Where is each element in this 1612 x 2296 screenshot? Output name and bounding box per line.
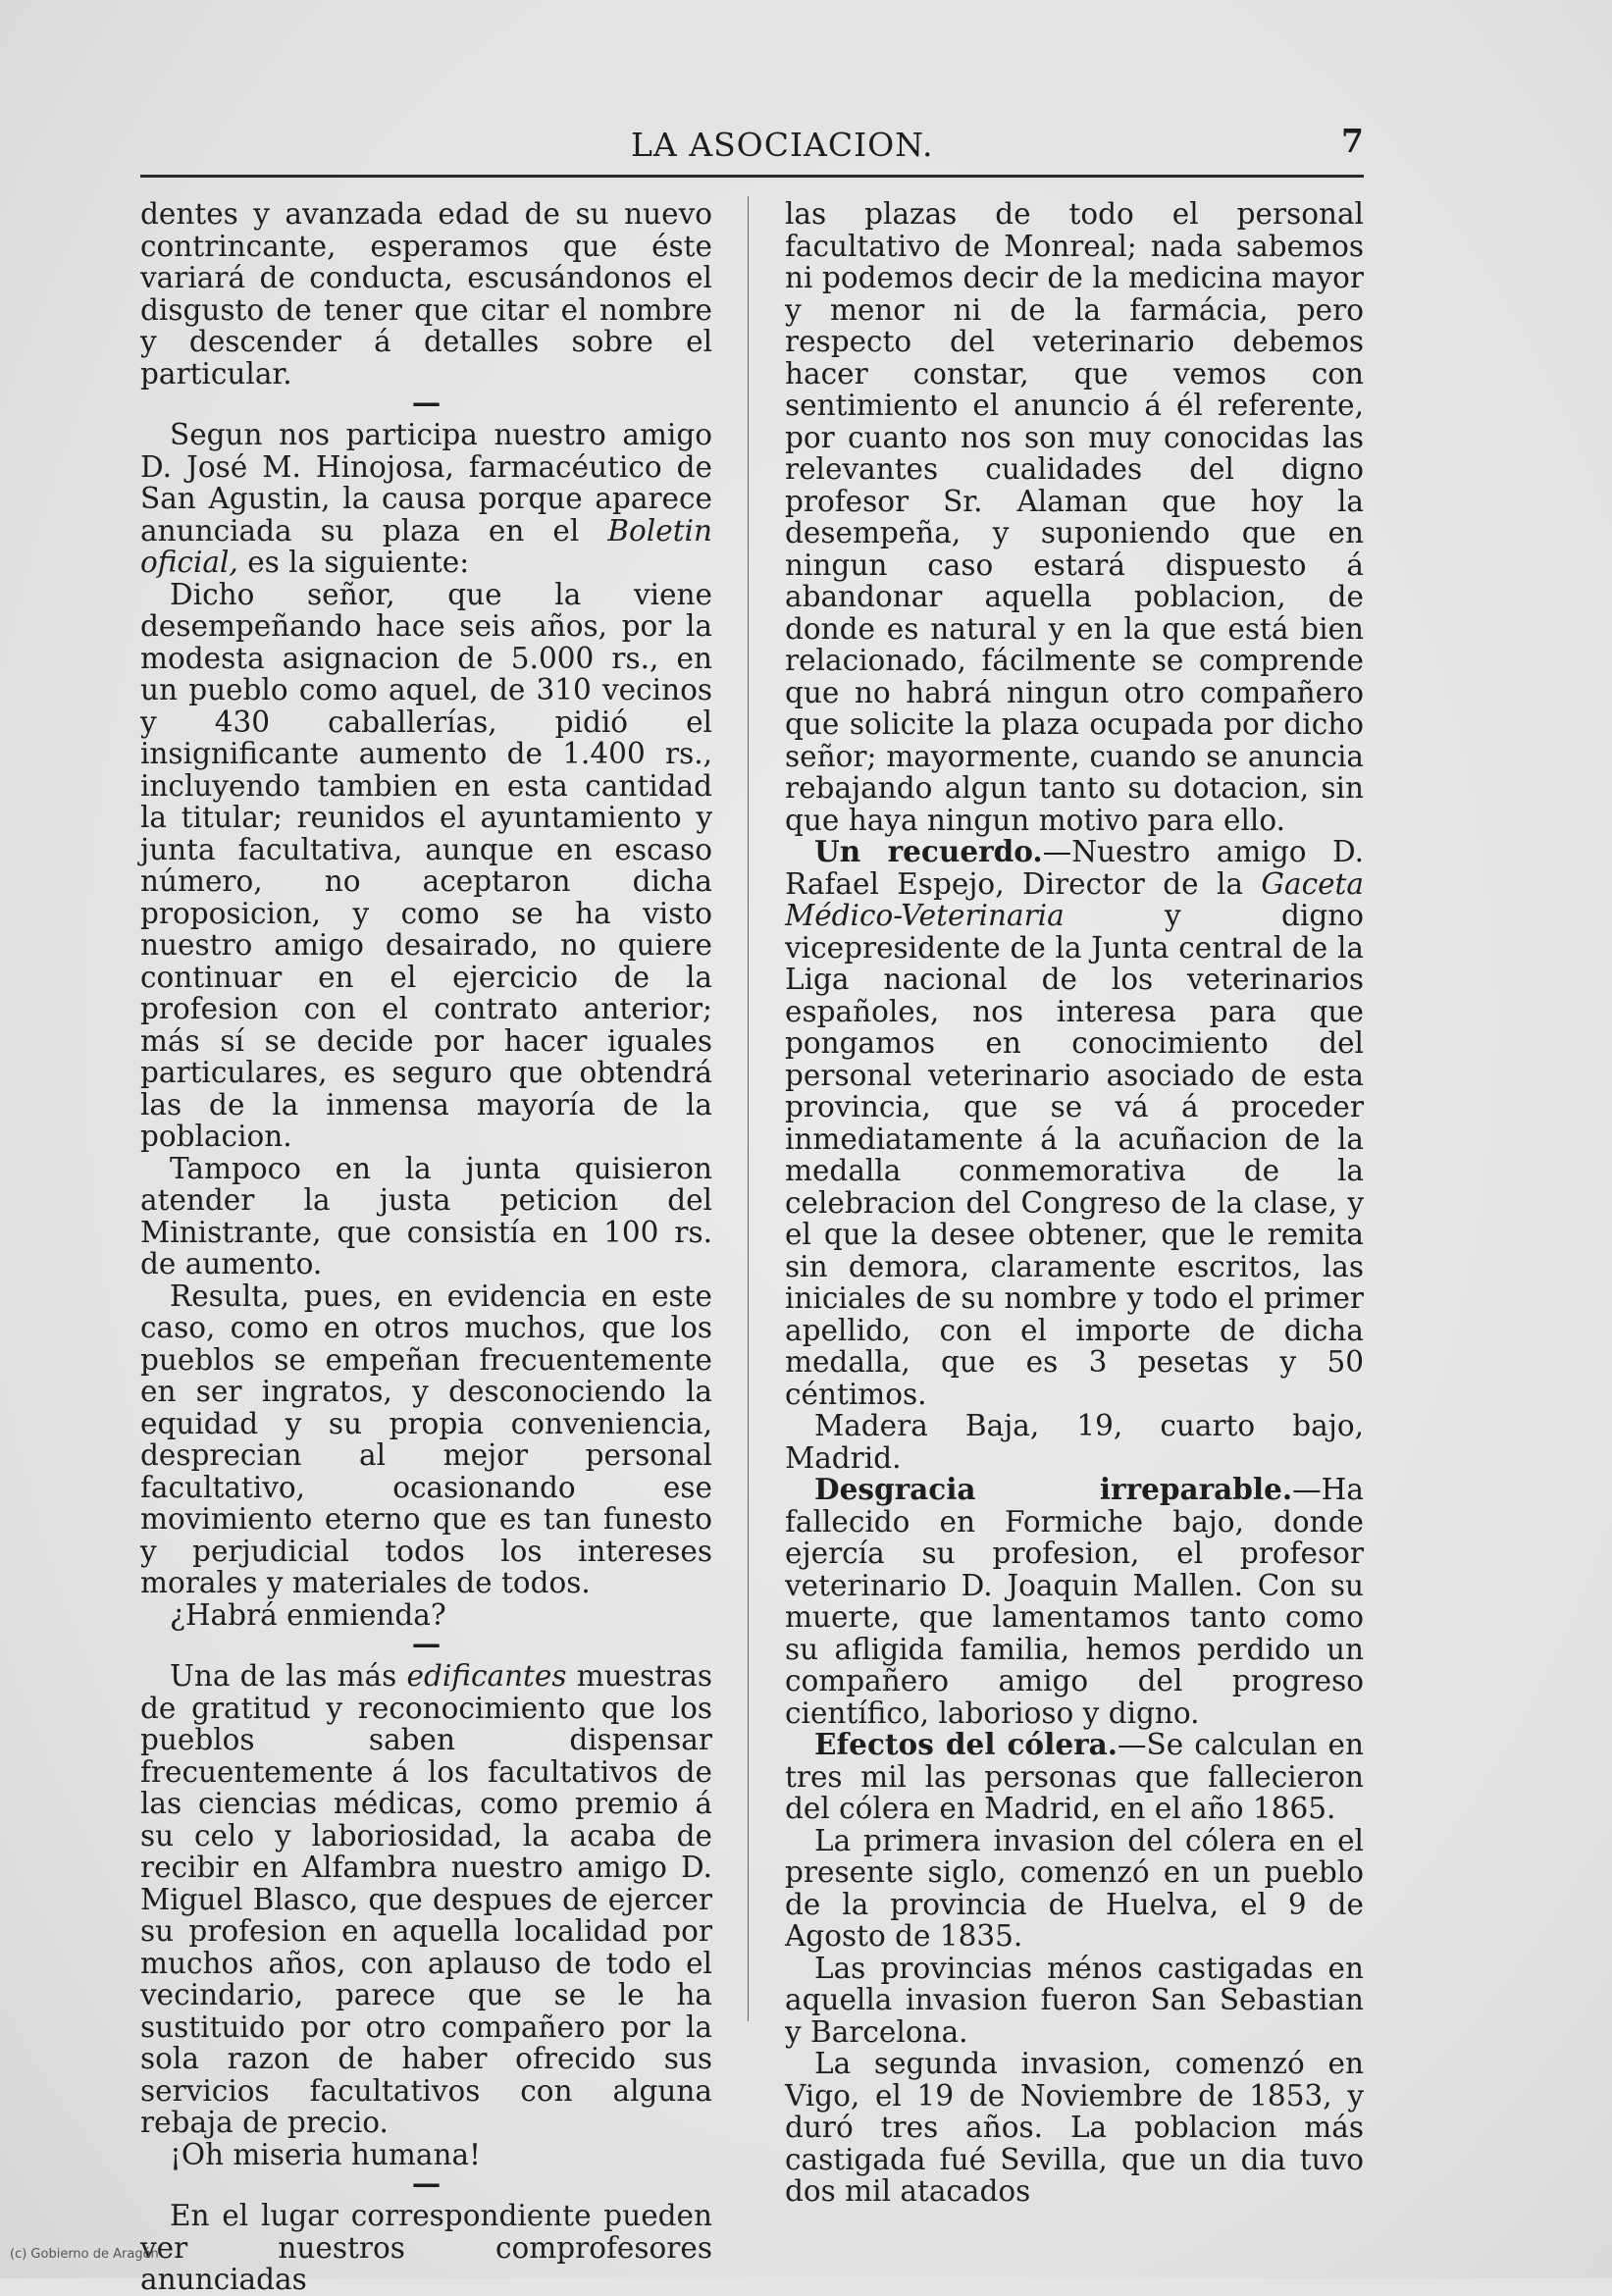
- paragraph-text: —Se calculan en tres mil las personas que fallecieron del cólera en Madrid, en el año 1865.: [785, 1728, 1364, 1825]
- address-line: Madera Baja, 19, cuarto bajo, Madrid.: [785, 1409, 1364, 1475]
- paragraph-text: —Nuestro amigo D. Rafael Espejo, Director de la: [785, 835, 1364, 901]
- right-column: [785, 198, 1364, 2208]
- paragraph: Las provincias ménos castigadas en aquella invasion fueron San Sebastian y Barcelona.: [785, 1951, 1364, 2049]
- paragraph: ¡Oh miseria humana!: [170, 2137, 481, 2171]
- paragraph: las plazas de todo el personal facultativo de Monreal; nada sabemos ni podemos decir de la medicina mayor y menor ni de la farmácia, pero respecto del veterinario debemos hacer constar, que vemos con sentimiento el anuncio á él referente, por cuanto nos son muy conocidas las relevantes cualidades del digno profesor Sr. Alaman que hoy la desempeña, y suponiendo que en ningun caso estará dispuesto á abandonar aquella poblacion, de donde es natural y en la que está bien relacionado, fácilmente se comprende que no habrá ningun otro compañero que solicite la plaza ocupada por dicho señor; mayormente, cuando se anuncia rebajando algun tanto su dotacion, sin que haya ningun motivo para ello.: [785, 197, 1364, 837]
- paragraph-italic: Boletin oficial,: [140, 513, 712, 579]
- paragraph-text: es la siguiente:: [247, 546, 470, 579]
- left-column: [140, 198, 712, 2296]
- paragraph: [785, 1729, 1364, 1825]
- separator: —: [411, 385, 442, 419]
- paragraph: La segunda invasion, comenzó en Vigo, el 19 de Noviembre de 1853, y duró tres años. La poblacion más castigada fué Sevilla, que un dia tuvo dos mil atacados: [785, 2047, 1364, 2208]
- paragraph: Resulta, pues, en evidencia en este caso, como en otros muchos, que los pueblos se empeñan frecuentemente en ser ingratos, y desconociendo la equidad y su propia conveniencia, desprecian al mejor personal facultativo, ocasionando ese movimiento eterno que es tan funesto y perjudicial todos los intereses morales y materiales de todos.: [140, 1278, 712, 1599]
- paragraph: En el lugar correspondiente pueden ver nuestros comprofesores anunciadas: [140, 2199, 712, 2296]
- paragraph: Dicho señor, que la viene desempeñando hace seis años, por la modesta asignacion de 5.000 rs., en un pueblo como aquel, de 310 vecinos y 430 caballerías, pidió el insignificante aumento de 1.400 rs., incluyendo tambien en esta cantidad la titular; reunidos el ayuntamiento y junta facultativa, aunque en escaso número, no aceptaron dicha proposicion, y como se ha visto nuestro amigo desairado, no quiere continuar en el ejercicio de la profesion con el contrato anterior; más sí se decide por hacer iguales particulares, es seguro que obtendrá las de la inmensa mayoría de la poblacion.: [140, 577, 712, 1153]
- paragraph-text: Segun nos participa nuestro amigo D. José M. Hinojosa, farmacéutico de San Agustin, la causa porque aparece anunciada su plaza en el: [140, 418, 712, 548]
- column-divider: [748, 196, 749, 2021]
- paragraph-text: muestras de gratitud y reconocimiento que los pueblos saben dispensar frecuentemente á los facultativos de las ciencias médicas, como premio á su celo y laboriosidad, la acaba de recibir en Alfambra nuestro amigo D. Miguel Blasco, que despues de ejercer su profesion en aquella localidad por muchos años, con aplauso de todo el vecindario, parece que se le ha sustituido por otro compañero por la sola razon de haber ofrecido sus servicios facultativos con alguna rebaja de precio.: [140, 1659, 712, 2139]
- separator: —: [411, 1626, 442, 1660]
- paragraph: [140, 419, 712, 579]
- paragraph: La primera invasion del cólera en el presente siglo, comenzó en un pueblo de la provincia de Huelva, el 9 de Agosto de 1835.: [785, 1823, 1364, 1953]
- section-heading: Un recuerdo.: [814, 834, 1043, 868]
- separator: —: [411, 2166, 442, 2200]
- paragraph: [785, 1474, 1364, 1729]
- page-header: [140, 122, 1364, 169]
- page-number: 7: [1341, 122, 1364, 160]
- paragraph: [785, 836, 1364, 1410]
- section-heading: Efectos del cólera.: [814, 1727, 1118, 1761]
- paragraph: dentes y avanzada edad de su nuevo contrincante, esperamos que éste variará de conducta, escusándonos el disgusto de tener que citar el nombre y descender á detalles sobre el particular.: [140, 197, 712, 391]
- paragraph-text: Una de las más: [170, 1659, 397, 1693]
- copyright-credit: (c) Gobierno de Aragón: [10, 2247, 159, 2262]
- section-heading: Desgracia irreparable.: [814, 1472, 1293, 1506]
- paragraph-italic: Gaceta Médico-Veterinaria: [785, 866, 1364, 932]
- paragraph: [140, 1660, 712, 2139]
- paragraph-text: —Ha fallecido en Formiche bajo, donde ejercía su profesion, el profesor veterinario D. Joaquin Mallen. Con su muerte, que lamentamos tanto como su afligida familia, hemos perdido un compañero amigo del progreso científico, laborioso y digno.: [785, 1473, 1364, 1730]
- header-rule: [140, 175, 1364, 178]
- paragraph: ¿Habrá enmienda?: [170, 1597, 446, 1632]
- paragraph-text: y digno vicepresidente de la Junta central de la Liga nacional de los veterinarios españoles, nos interesa para que pongamos en conocimiento del personal veterinario asociado de esta provincia, que se vá á proceder inmediatamente á la acuñacion de la medalla conmemorativa de la celebracion del Congreso de la clase, y el que la desee obtener, que le remita sin demora, claramente escritos, las iniciales de su nombre y todo el primer apellido, con el importe de dicha medalla, que es 3 pesetas y 50 céntimos.: [785, 899, 1364, 1411]
- paragraph: Tampoco en la junta quisieron atender la justa peticion del Ministrante, que consistía en 100 rs. de aumento.: [140, 1151, 712, 1280]
- running-head: LA ASOCIACION.: [631, 126, 934, 164]
- paragraph-italic: edificantes: [406, 1659, 567, 1693]
